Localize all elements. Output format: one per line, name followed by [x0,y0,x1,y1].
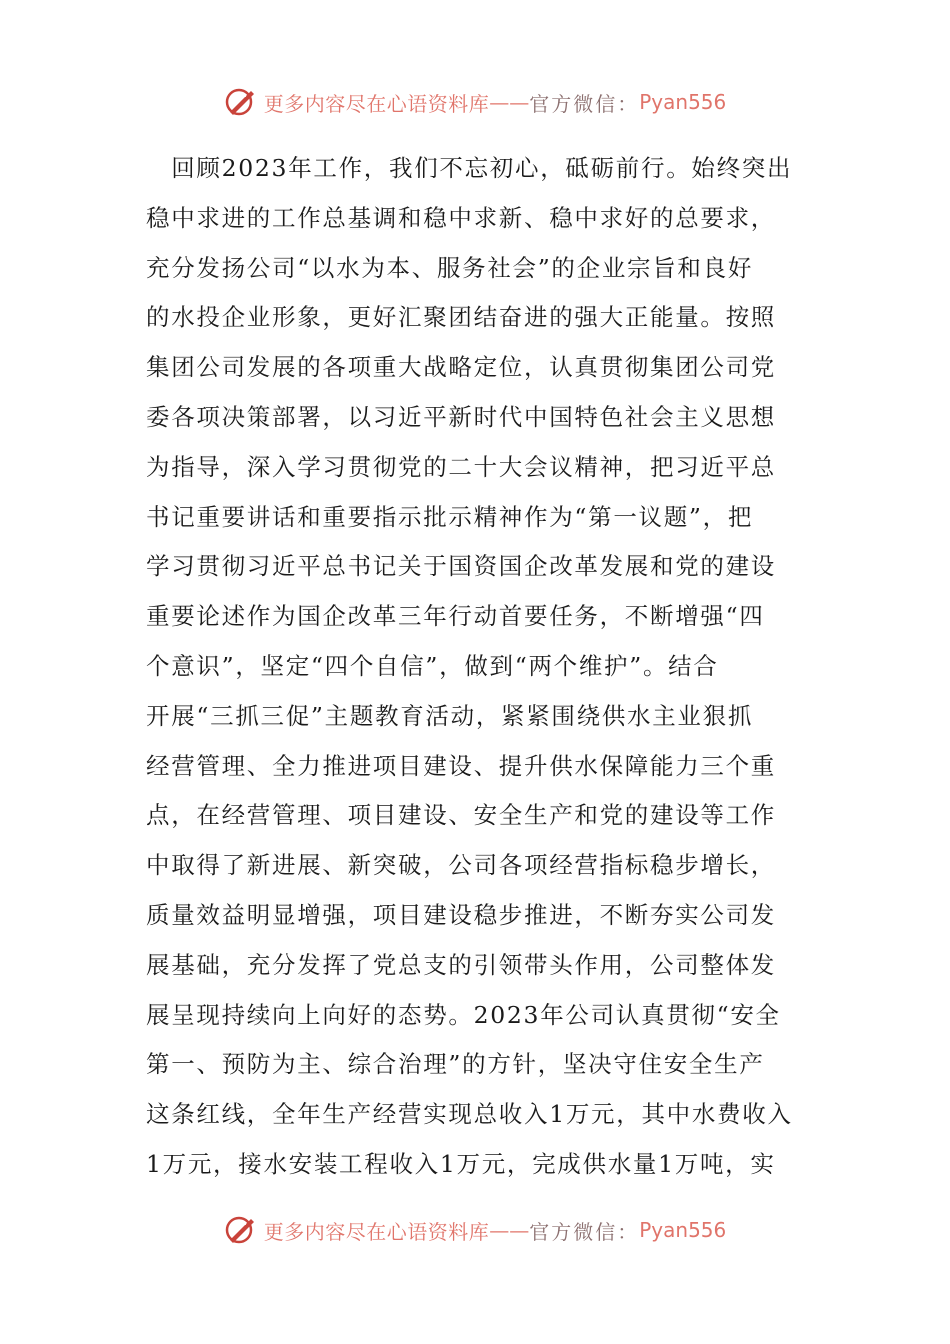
body-line: 点，在经营管理、项目建设、安全生产和党的建设等工作 [146,801,776,830]
body-line: 第一、预防为主、综合治理”的方针，坚决守住安全生产 [146,1050,765,1079]
footer-banner [0,1210,950,1250]
body-line: 这条红线，全年生产经营实现总收入1万元，其中水费收入 [146,1100,793,1129]
banner-prefix: 更多内容尽在心语资料库 [263,1219,490,1244]
body-line: 中取得了新进展、新突破，公司各项经营指标稳步增长， [146,851,776,880]
body-line: 展基础，充分发挥了党总支的引领带头作用，公司整体发 [146,950,776,979]
banner-wechat-label: 官方微信： [529,91,640,116]
body-line: 学习贯彻习近平总书记关于国资国企改革发展和党的建设 [146,552,776,581]
body-line: 重要论述作为国企改革三年行动首要任务，不断增强“四 [146,602,765,631]
pen-seal-icon [224,1213,258,1247]
banner-separator: —— [489,90,530,114]
body-line: 书记重要讲话和重要指示批示精神作为“第一议题”，把 [146,502,754,531]
body-line: 开展“三抓三促”主题教育活动，紧紧围绕供水主业狠抓 [146,701,754,730]
body-line: 的水投企业形象，更好汇聚团结奋进的强大正能量。按照 [146,303,776,332]
header-banner [0,82,950,122]
body-line: 委各项决策部署，以习近平新时代中国特色社会主义思想 [146,402,776,431]
body-line: 集团公司发展的各项重大战略定位，认真贯彻集团公司党 [146,353,776,382]
body-line: 个意识”，坚定“四个自信”，做到“两个维护”。结合 [146,651,719,680]
banner-wechat-id: Pyan556 [639,90,727,114]
pen-seal-icon [224,85,258,119]
body-line: 质量效益明显增强，项目建设稳步推进，不断夯实公司发 [146,900,776,929]
body-line: 回顾2023年工作，我们不忘初心，砥砺前行。始终突出 [146,154,793,182]
body-line: 充分发扬公司“以水为本、服务社会”的企业宗旨和良好 [146,253,754,282]
document-body [146,144,808,1190]
body-line: 经营管理、全力推进项目建设、提升供水保障能力三个重 [146,751,776,780]
body-line: 为指导，深入学习贯彻党的二十大会议精神，把习近平总 [146,452,776,481]
banner-prefix: 更多内容尽在心语资料库 [263,91,490,116]
banner-wechat-label: 官方微信： [529,1219,640,1244]
banner-separator: —— [489,1218,530,1242]
banner-wechat-id: Pyan556 [639,1218,727,1242]
body-line: 1万元，接水安装工程收入1万元，完成供水量1万吨，实 [146,1149,776,1178]
body-line: 展呈现持续向上向好的态势。2023年公司认真贯彻“安全 [146,1000,781,1029]
body-line: 稳中求进的工作总基调和稳中求新、稳中求好的总要求， [146,203,776,232]
